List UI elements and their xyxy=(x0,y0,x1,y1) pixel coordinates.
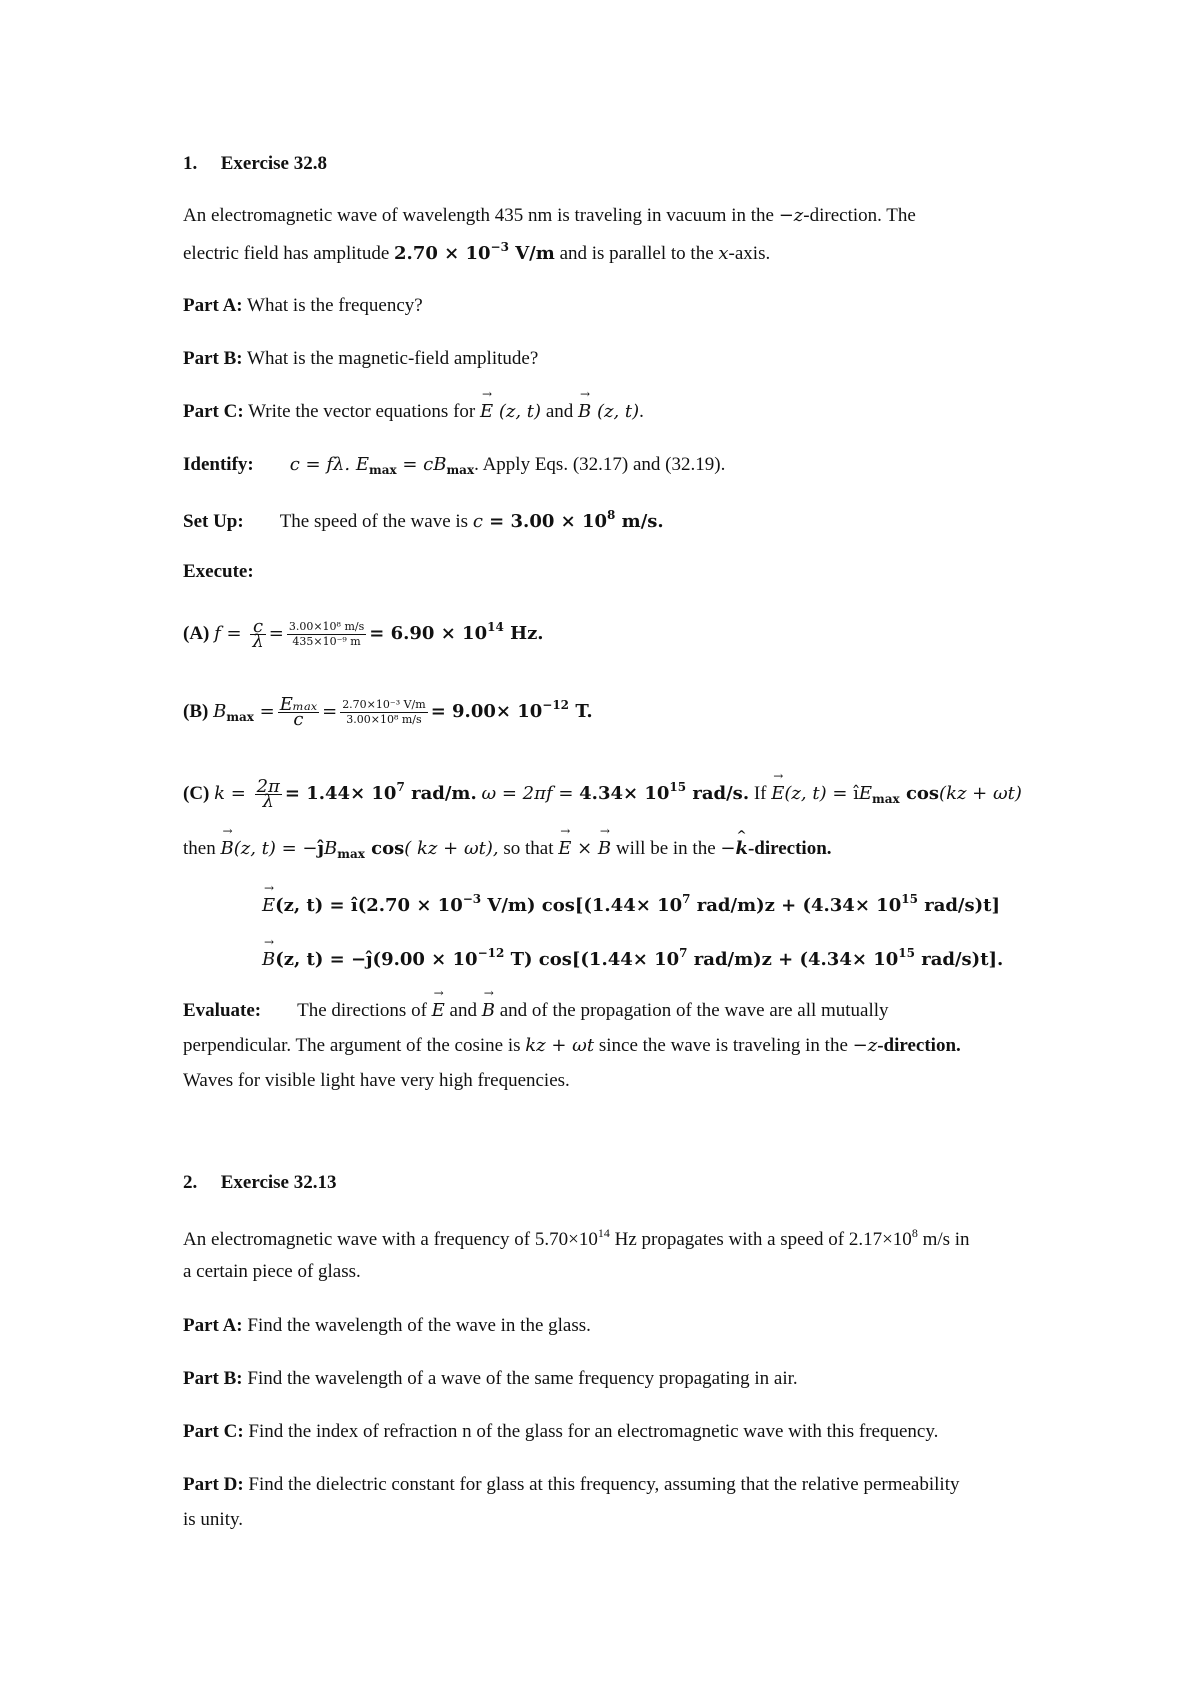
numerator: 2.70×10⁻³ V/m xyxy=(342,698,426,712)
exercise-1-part-a xyxy=(183,295,423,317)
part-label: Part C: xyxy=(183,1421,244,1442)
math: V/m xyxy=(508,243,555,264)
math: (kz + ωt) xyxy=(939,783,1022,804)
math: V/m) cos[(1.44× 10 xyxy=(481,895,683,916)
text: so that xyxy=(498,838,559,859)
math: rad/m)z + (4.34× 10 xyxy=(687,949,899,970)
math: cos xyxy=(899,783,940,804)
execute-c-line-1 xyxy=(183,776,1022,813)
exponent: −3 xyxy=(462,892,482,906)
fraction xyxy=(278,694,319,731)
math: B xyxy=(324,838,338,859)
math: = 1.44× 10 xyxy=(284,783,397,804)
exponent: 8 xyxy=(607,508,616,522)
identify-line xyxy=(183,454,725,477)
vector-b: → B xyxy=(598,838,611,859)
setup-label: Set Up: xyxy=(183,511,244,532)
evaluate-line-3: Waves for visible light have very high frequencies. xyxy=(183,1070,570,1091)
numerator: 3.00×10⁸ m/s xyxy=(288,620,365,634)
part-label: Part D: xyxy=(183,1474,244,1495)
text: then xyxy=(183,838,221,859)
exercise-1-heading xyxy=(183,153,327,175)
exponent: −12 xyxy=(477,946,505,960)
fraction xyxy=(287,620,366,649)
math: × xyxy=(571,838,598,859)
step-label: (A) xyxy=(183,623,210,644)
math: cos xyxy=(364,838,405,859)
exponent: 14 xyxy=(487,620,504,634)
exercise-1-intro-line-1 xyxy=(183,205,916,227)
setup-line xyxy=(183,508,664,533)
exercise-2-part-d xyxy=(183,1474,959,1496)
denominator: 435×10⁻⁹ m xyxy=(292,635,361,649)
math: rad/m)z + (4.34× 10 xyxy=(690,895,902,916)
exponent: −3 xyxy=(490,240,509,254)
text: -direction. The xyxy=(803,205,916,226)
math: k = xyxy=(214,783,252,804)
subscript: max xyxy=(872,792,900,806)
math: 4.34× 10 xyxy=(579,783,670,804)
subscript: max xyxy=(226,710,254,724)
text: will be in the xyxy=(611,838,721,859)
numerator: c xyxy=(250,620,265,635)
text: If xyxy=(749,783,772,804)
math: (z, t) = − xyxy=(233,838,318,859)
math: ( kz + ωt), xyxy=(404,838,499,859)
exercise-2-part-a xyxy=(183,1315,591,1337)
math: x xyxy=(718,243,729,264)
evaluate-line-1 xyxy=(183,1000,889,1022)
math: = 6.90 × 10 xyxy=(369,623,488,644)
exercise-2-intro-line-2: a certain piece of glass. xyxy=(183,1261,361,1282)
exercise-1-intro-line-2 xyxy=(183,240,770,265)
step-label: (C) xyxy=(183,783,210,804)
exponent: 8 xyxy=(911,1226,918,1240)
math: f = xyxy=(214,623,248,644)
text: and is parallel to the xyxy=(554,243,719,264)
part-label: Part B: xyxy=(183,348,243,369)
text: -axis. xyxy=(728,243,771,264)
math: −z xyxy=(852,1035,878,1056)
math: E xyxy=(858,783,873,804)
math: = cB xyxy=(396,454,447,475)
text: electric field has amplitude xyxy=(183,243,395,264)
exponent: 15 xyxy=(901,892,918,906)
heading-title: Exercise 32.8 xyxy=(220,153,327,174)
math: rad/m. xyxy=(404,783,477,804)
math: = 3.00 × 10 xyxy=(482,511,608,532)
part-label: Part A: xyxy=(183,1315,243,1336)
exercise-2-heading xyxy=(183,1172,337,1194)
denominator: λ xyxy=(252,631,264,653)
text: and of the propagation of the wave are all mutually xyxy=(494,1000,889,1021)
part-text: Find the dielectric constant for glass at this frequency, assuming that the relative permeability xyxy=(243,1474,960,1495)
heading-number: 1. xyxy=(183,153,198,174)
step-label: (B) xyxy=(183,701,209,722)
text: perpendicular. The argument of the cosine is xyxy=(183,1035,526,1056)
math: c xyxy=(472,511,483,532)
denominator: λ xyxy=(262,791,274,813)
part-label: Part A: xyxy=(183,295,243,316)
math: T. xyxy=(569,701,593,722)
part-label: Part B: xyxy=(183,1368,243,1389)
subscript: max xyxy=(337,847,365,861)
math: rad/s)t] xyxy=(917,895,1000,916)
subscript: max xyxy=(446,463,475,477)
math: 2.70 × 10 xyxy=(394,243,491,264)
text: since the wave is traveling in the xyxy=(594,1035,853,1056)
math: (z, t) = î(2.70 × 10 xyxy=(275,895,463,916)
execute-a-line: (A) f = $\frac{c}{\lambda}$ = $\frac{\text{3.00×10⁸ m/s}}{\text{435×10⁻⁹ m}}$ = $6.90 \times 10^{14}$ Hz. xyxy=(183,616,544,653)
vector-b: → B xyxy=(262,949,275,970)
evaluate-line-2 xyxy=(183,1035,961,1057)
math: c = fλ. E xyxy=(289,454,369,475)
vector-b: → B xyxy=(578,401,591,422)
numerator: Eₘₐₓ xyxy=(279,694,318,716)
math: (z, t) = −ĵ(9.00 × 10 xyxy=(275,949,478,970)
text: An electromagnetic wave of wavelength 435 nm is traveling in vacuum in the xyxy=(183,205,779,226)
fraction xyxy=(340,698,428,727)
math: ω = 2πf = xyxy=(481,783,580,804)
exercise-1-part-c xyxy=(183,401,644,423)
part-text: What is the frequency? xyxy=(242,295,423,316)
text: m/s in xyxy=(917,1229,970,1250)
heading-title: Exercise 32.13 xyxy=(220,1172,337,1193)
subscript: max xyxy=(369,463,397,477)
exponent: 7 xyxy=(682,892,691,906)
math: rad/s. xyxy=(686,783,750,804)
fraction xyxy=(255,776,282,813)
vector-e: → E xyxy=(262,895,275,916)
exponent: 14 xyxy=(597,1226,610,1240)
exercise-1-part-b xyxy=(183,348,538,370)
math: rad/s)t]. xyxy=(914,949,1004,970)
part-text: Find the index of refraction n of the glass for an electromagnetic wave with this frequency. xyxy=(243,1421,939,1442)
exercise-2-part-b xyxy=(183,1368,798,1390)
execute-c-line-2 xyxy=(183,838,832,861)
math: − xyxy=(720,838,736,859)
math: kz + ωt xyxy=(525,1035,595,1056)
vector-e: → E xyxy=(480,401,493,422)
e-field-equation xyxy=(262,892,1000,917)
numerator: 2π xyxy=(256,776,280,798)
part-text: Find the wavelength of a wave of the same frequency propagating in air. xyxy=(242,1368,798,1389)
exponent: 7 xyxy=(396,780,405,794)
text: and xyxy=(541,401,578,422)
part-text: Write the vector equations for xyxy=(243,401,480,422)
part-text: What is the magnetic-field amplitude? xyxy=(242,348,539,369)
exponent: 15 xyxy=(898,946,915,960)
text: and xyxy=(444,1000,482,1021)
vector-b: → B xyxy=(220,838,233,859)
evaluate-label: Evaluate: xyxy=(183,1000,262,1021)
unit-vector-j: ĵ xyxy=(317,838,325,859)
vector-e: → E xyxy=(558,838,571,859)
math: (z, t) xyxy=(591,401,640,422)
heading-number: 2. xyxy=(183,1172,198,1193)
math: B xyxy=(213,701,227,722)
execute-b-line: (B) $B_{max}$ = $\frac{\text{Eₘₐₓ}}{c}$ = $\frac{\text{2.70×10⁻³ V/m}}{\text{3.00×10⁸ m/s}}$ = $9.00\times 10^{-12}$ T. xyxy=(183,694,593,731)
math: (z, t) xyxy=(493,401,542,422)
vector-e: → E xyxy=(432,1000,445,1021)
math: m/s. xyxy=(615,511,664,532)
math: T) cos[(1.44× 10 xyxy=(504,949,680,970)
execute-label: Execute: xyxy=(183,561,254,582)
denominator: c xyxy=(293,709,304,731)
exponent: 7 xyxy=(679,946,688,960)
text: . xyxy=(639,401,644,422)
exercise-2-intro-line-1 xyxy=(183,1226,970,1251)
unit-vector-i: î xyxy=(853,783,859,804)
vector-e: → E xyxy=(771,783,784,804)
part-label: Part C: xyxy=(183,401,244,422)
text: -direction. xyxy=(747,838,832,859)
exercise-2-part-c xyxy=(183,1421,938,1443)
part-text: Find the wavelength of the wave in the glass. xyxy=(242,1315,591,1336)
identify-label: Identify: xyxy=(183,454,254,475)
math: Hz. xyxy=(503,623,544,644)
unit-vector-k: ^ k xyxy=(735,838,747,859)
math: −z xyxy=(778,205,804,226)
text: -direction. xyxy=(877,1035,961,1056)
exponent: −12 xyxy=(542,698,570,712)
math: = 9.00× 10 xyxy=(430,701,543,722)
text: The speed of the wave is xyxy=(279,511,473,532)
vector-b: → B xyxy=(482,1000,495,1021)
text: An electromagnetic wave with a frequency of 5.70×10 xyxy=(183,1229,598,1250)
text: The directions of xyxy=(297,1000,432,1021)
b-field-equation xyxy=(262,946,1003,971)
text: . Apply Eqs. (32.17) and (32.19). xyxy=(474,454,726,475)
exercise-2-part-d-cont: is unity. xyxy=(183,1509,243,1530)
text: Hz propagates with a speed of 2.17×10 xyxy=(609,1229,912,1250)
exponent: 15 xyxy=(669,780,687,794)
denominator: 3.00×10⁸ m/s xyxy=(346,713,422,727)
math: (z, t) = xyxy=(784,783,854,804)
fraction xyxy=(250,616,265,653)
